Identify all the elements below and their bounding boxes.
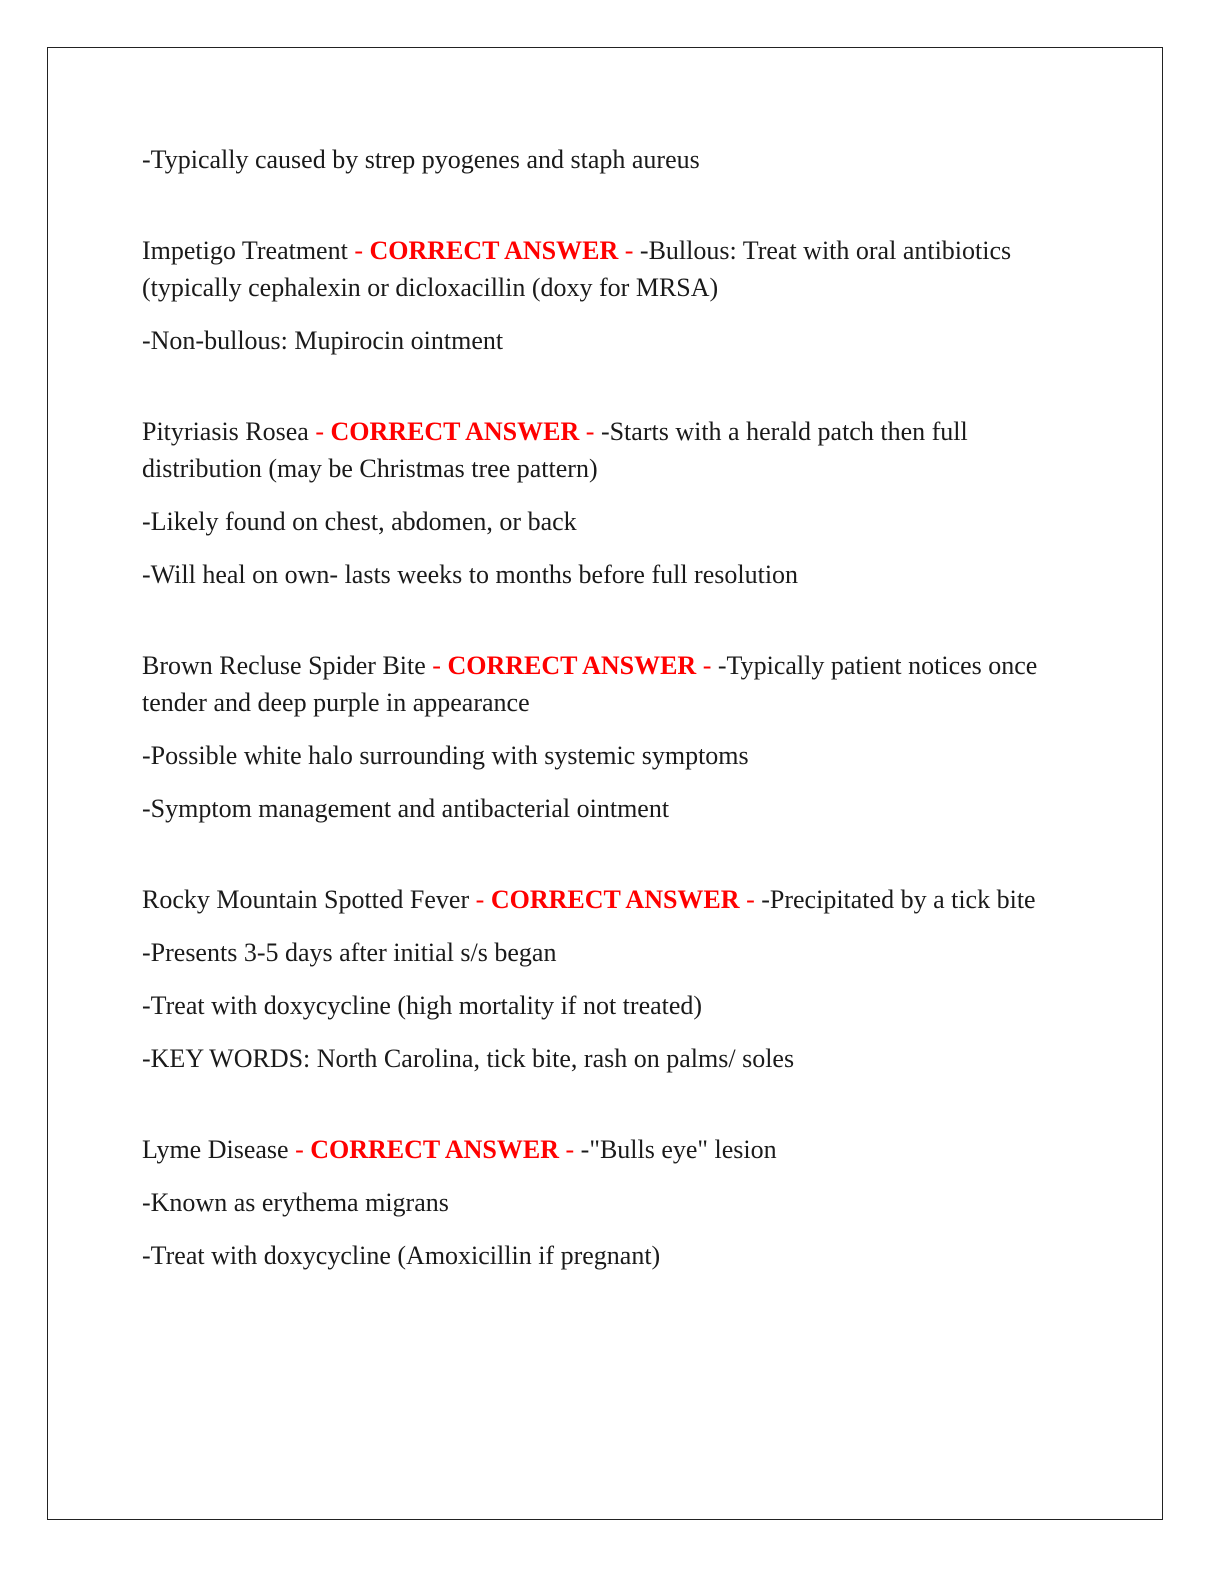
entry-answer-first-line: -Typically patient notices once tender and deep purple in appearance xyxy=(142,651,1038,717)
entry-term: Lyme Disease xyxy=(142,1135,289,1164)
correct-answer-label: CORRECT ANSWER xyxy=(490,885,740,914)
entry-term: Impetigo Treatment xyxy=(142,236,348,265)
answer-separator: - xyxy=(288,1135,311,1164)
entry-answer-line: -Will heal on own- lasts weeks to months before full resolution xyxy=(142,560,799,589)
flashcard-entry xyxy=(142,647,1092,827)
entry-answer-line: -Non-bullous: Mupirocin ointment xyxy=(142,326,504,355)
entry-term: Rocky Mountain Spotted Fever xyxy=(142,885,470,914)
entry-answer-line: -KEY WORDS: North Carolina, tick bite, rash on palms/ soles xyxy=(142,1044,795,1073)
entry-answer-first-line: -Precipitated by a tick bite xyxy=(761,885,1036,914)
entry-heading xyxy=(142,232,1092,306)
flashcard-entry xyxy=(142,232,1092,359)
entry-answer-line: -Possible white halo surrounding with systemic symptoms xyxy=(142,741,749,770)
document-content xyxy=(142,141,1092,1290)
answer-separator: - xyxy=(696,651,718,680)
entry-term: Brown Recluse Spider Bite xyxy=(142,651,426,680)
entry-answer-line: -Presents 3-5 days after initial s/s began xyxy=(142,938,557,967)
answer-separator: - xyxy=(559,1135,581,1164)
entry-answer-line: -Symptom management and antibacterial ointment xyxy=(142,794,670,823)
entry-term: Pityriasis Rosea xyxy=(142,417,309,446)
entry-heading xyxy=(142,413,1092,487)
entry-answer-line: -Known as erythema migrans xyxy=(142,1188,449,1217)
correct-answer-label: CORRECT ANSWER xyxy=(447,651,697,680)
entry-answer-first-line: -Starts with a herald patch then full distribution (may be Christmas tree pattern) xyxy=(142,417,968,483)
intro-line: -Typically caused by strep pyogenes and staph aureus xyxy=(142,145,700,174)
flashcard-entry xyxy=(142,1131,1092,1274)
correct-answer-label: CORRECT ANSWER xyxy=(310,1135,559,1164)
answer-separator: - xyxy=(425,651,448,680)
entry-answer-first-line: -Bullous: Treat with oral antibiotics (typically cephalexin or dicloxacillin (doxy for MRSA) xyxy=(142,236,1012,302)
entry-answer-line: -Likely found on chest, abdomen, or back xyxy=(142,507,577,536)
answer-separator: - xyxy=(469,885,491,914)
correct-answer-label: CORRECT ANSWER xyxy=(369,236,619,265)
entry-heading xyxy=(142,1131,1092,1168)
entry-heading xyxy=(142,881,1092,918)
answer-separator: - xyxy=(618,236,640,265)
entry-answer-first-line: -"Bulls eye" lesion xyxy=(580,1135,777,1164)
entry-answer-line: -Treat with doxycycline (high mortality if not treated) xyxy=(142,991,703,1020)
flashcard-entry xyxy=(142,881,1092,1077)
correct-answer-label: CORRECT ANSWER xyxy=(330,417,580,446)
entry-heading xyxy=(142,647,1092,721)
answer-separator: - xyxy=(347,236,370,265)
entry-answer-line: -Treat with doxycycline (Amoxicillin if pregnant) xyxy=(142,1241,661,1270)
answer-separator: - xyxy=(739,885,762,914)
answer-separator: - xyxy=(579,417,601,446)
answer-separator: - xyxy=(308,417,331,446)
flashcard-entry xyxy=(142,413,1092,593)
